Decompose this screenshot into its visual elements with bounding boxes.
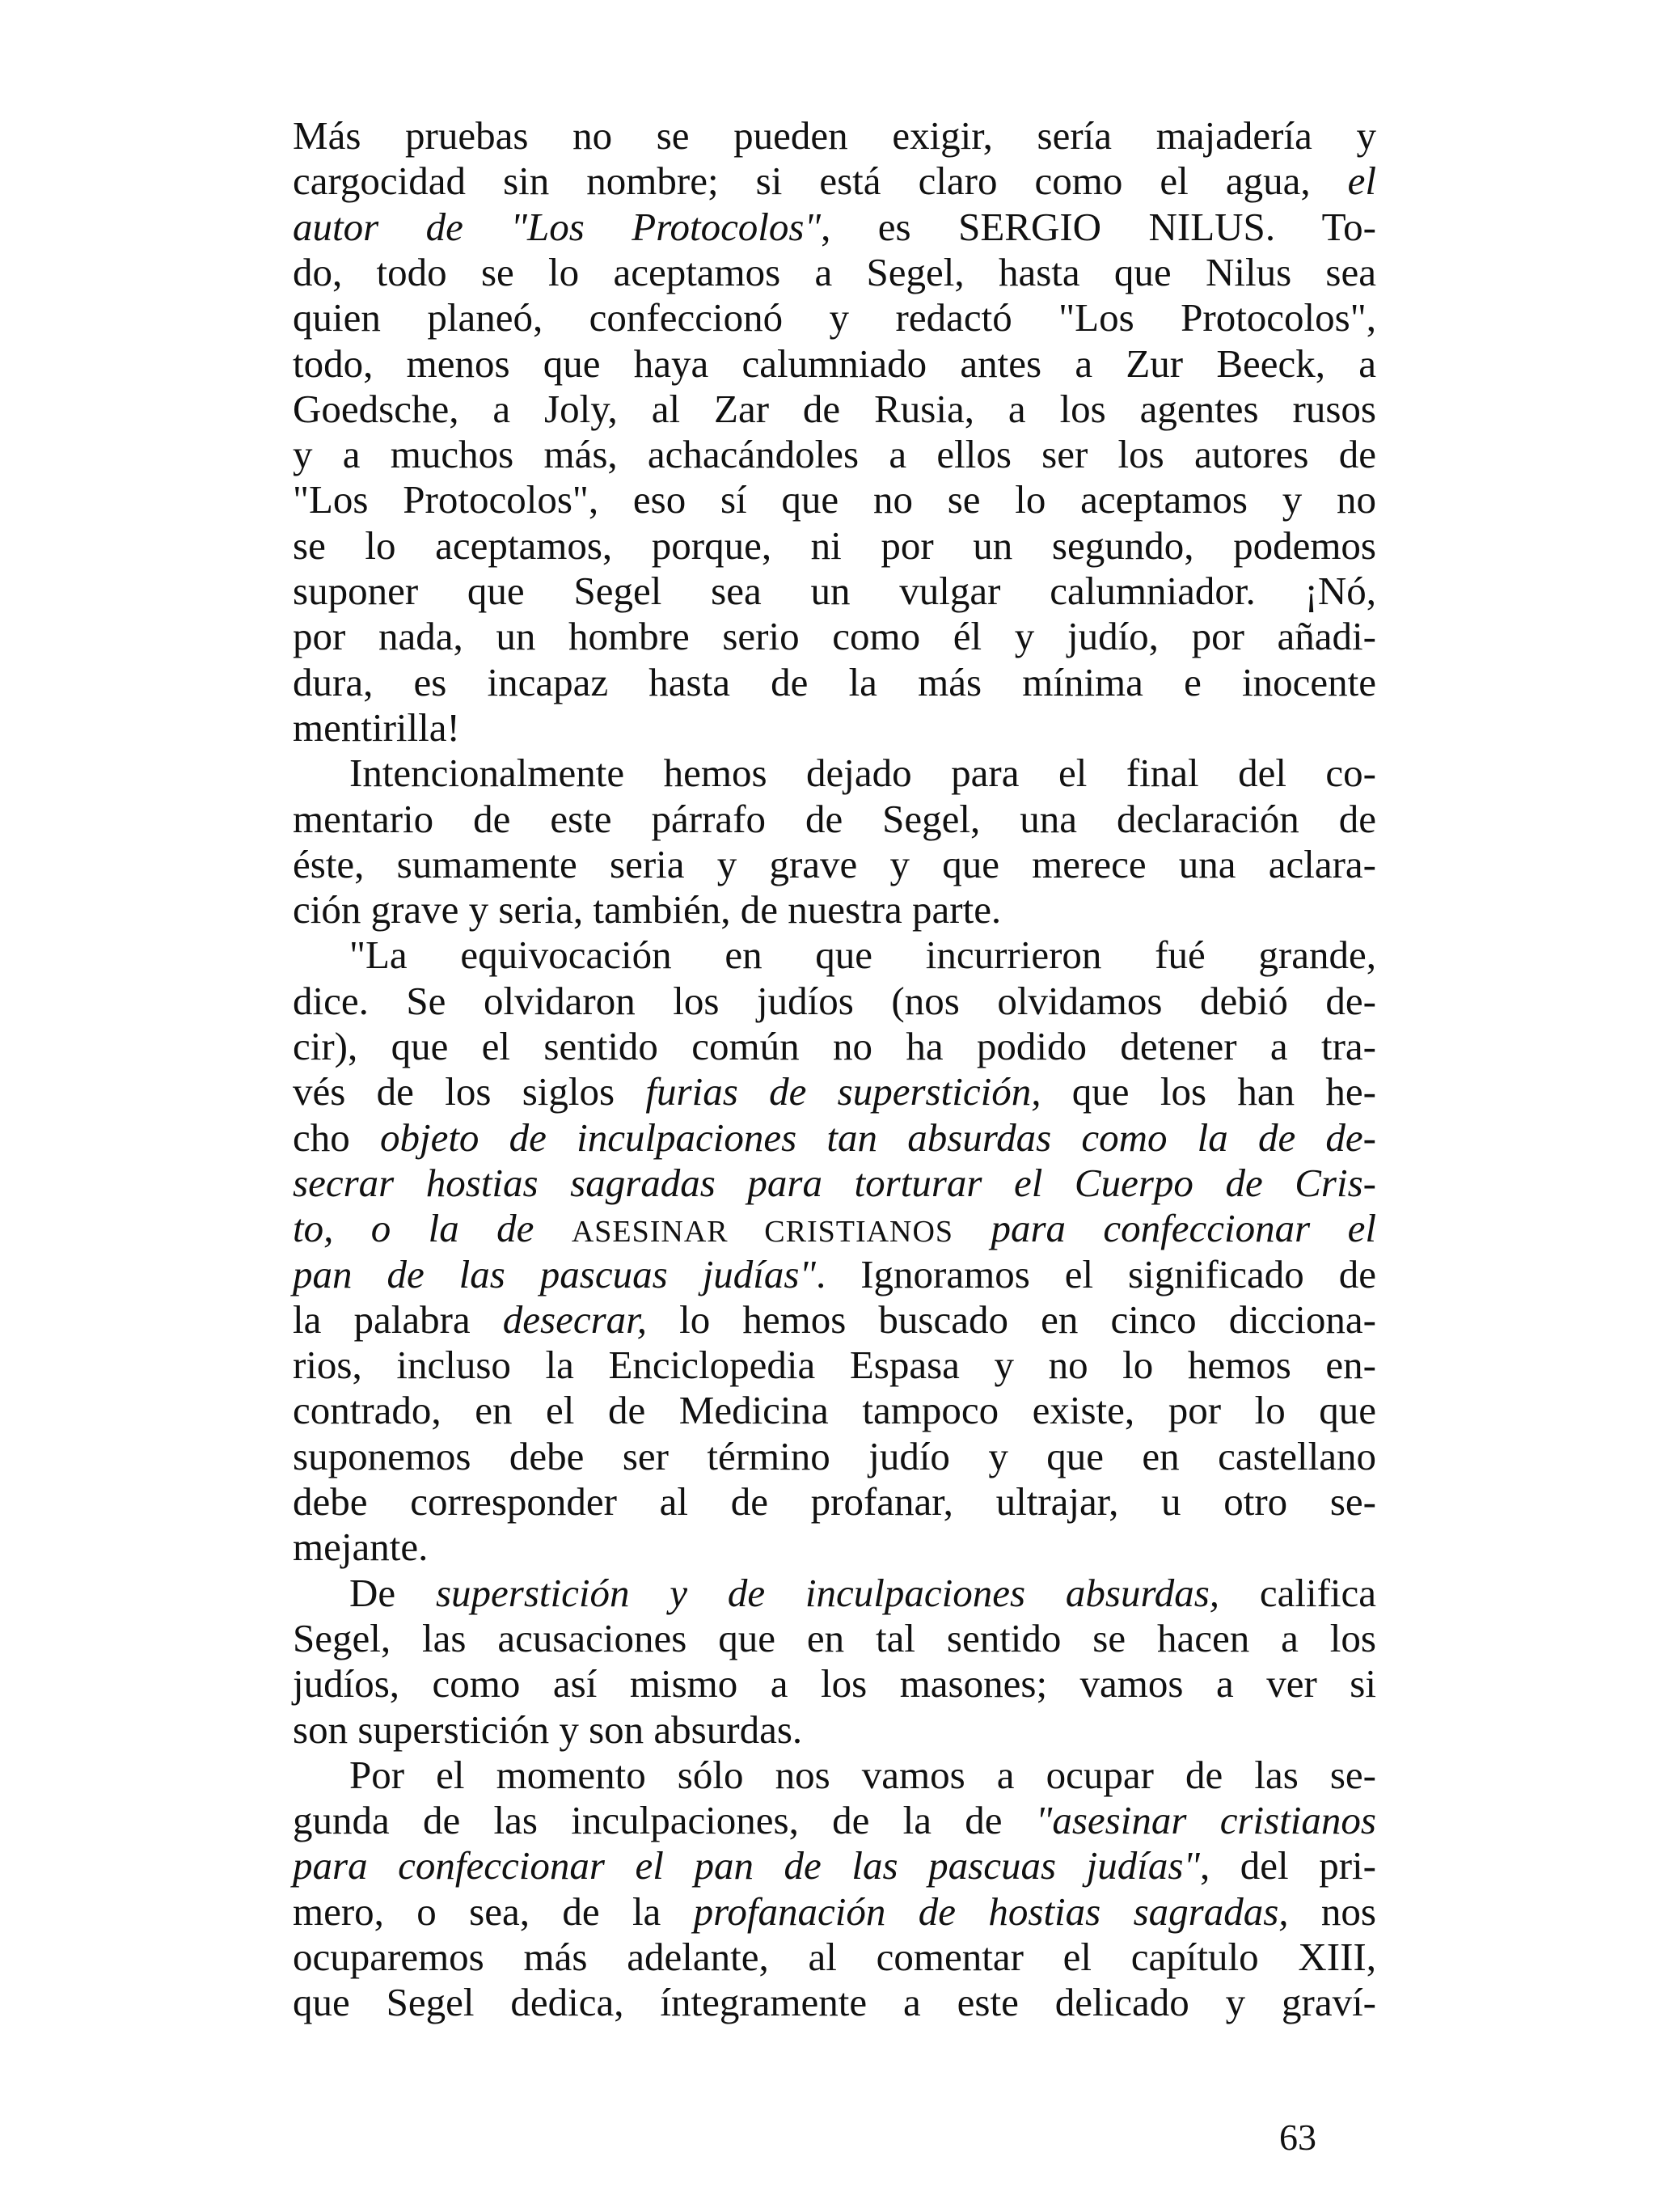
italic-text: desecrar, <box>502 1296 648 1342</box>
text-segment: nos <box>1288 1888 1376 1934</box>
text-segment: contrado, en el de Medicina tampoco existe, por lo que <box>293 1388 1376 1433</box>
text-segment: , del pri- <box>1199 1843 1376 1888</box>
text-line <box>293 1661 1376 1707</box>
text-line <box>293 1206 1376 1251</box>
text-segment: rios, incluso la Enciclopedia Espasa y no lo hemos en- <box>293 1343 1376 1388</box>
text-line <box>293 295 1376 340</box>
italic-text: pan de las pascuas judías" <box>293 1251 817 1296</box>
text-line <box>293 205 1376 250</box>
italic-text: para confeccionar el pan de las pascuas judías" <box>293 1843 1200 1888</box>
text-segment: se lo aceptamos, porque, ni por un segundo, podemos <box>293 522 1376 568</box>
text-segment: mentario de este párrafo de Segel, una declaración de <box>293 796 1376 841</box>
italic-text: profanación de hostias sagradas, <box>693 1888 1289 1934</box>
text-line <box>293 1388 1376 1433</box>
text-line <box>293 705 1376 751</box>
text-segment: "Los Protocolos", eso sí que no se lo aceptamos y no <box>293 477 1376 522</box>
italic-text: objeto de inculpaciones tan absurdas como la de de- <box>379 1114 1376 1160</box>
text-segment: , es SERGIO NILUS. To- <box>821 204 1376 249</box>
text-line <box>293 1479 1376 1525</box>
page-number: 63 <box>1279 2117 1316 2158</box>
text-segment: quien planeó, confeccionó y redactó "Los Protocolos", <box>293 295 1376 340</box>
text-line <box>293 113 1376 159</box>
text-segment: la palabra <box>293 1296 503 1342</box>
text-segment: todo, menos que haya calumniado antes a Zur Beeck, a <box>293 340 1376 386</box>
text-segment: lo hemos buscado en cinco dicciona- <box>647 1296 1376 1342</box>
text-segment: mero, o sea, de la <box>293 1888 694 1934</box>
text-segment: Más pruebas no se pueden exigir, sería majadería y <box>293 113 1376 158</box>
text-segment: "La equivocación en que incurrieron fué grande, <box>349 933 1376 978</box>
text-segment: cir), que el sentido común no ha podido detener a tra- <box>293 1024 1376 1068</box>
text-segment: De <box>349 1570 436 1615</box>
text-segment: . Ignoramos el significado de <box>816 1251 1376 1296</box>
text-line <box>293 432 1376 477</box>
text-segment: cho <box>293 1114 380 1160</box>
text-segment: son superstición y son absurdas. <box>293 1707 803 1752</box>
text-segment: debe corresponder al de profanar, ultrajar, u otro se- <box>293 1479 1376 1524</box>
italic-text: to, o la de <box>293 1206 572 1251</box>
text-segment: suponer que Segel sea un vulgar calumniador. ¡Nó, <box>293 569 1376 613</box>
text-line <box>293 1297 1376 1343</box>
text-segment: gunda de las inculpaciones, de la de <box>293 1798 1036 1843</box>
text-segment: do, todo se lo aceptamos a Segel, hasta que Nilus sea <box>293 249 1376 294</box>
text-line <box>293 250 1376 295</box>
text-line <box>293 1069 1376 1114</box>
italic-text: secrar hostias sagradas para torturar el Cuerpo de Cris- <box>293 1160 1376 1205</box>
text-segment: Intencionalmente hemos dejado para el final del co- <box>349 751 1376 796</box>
text-line <box>293 933 1376 978</box>
text-segment: ocuparemos más adelante, al comentar el capítulo XIII, <box>293 1935 1376 1979</box>
text-line <box>293 1434 1376 1479</box>
text-line <box>293 1024 1376 1069</box>
text-line <box>293 1753 1376 1798</box>
text-segment: y a muchos más, achacándoles a ellos ser los autores de <box>293 432 1376 477</box>
text-line <box>293 1525 1376 1570</box>
text-segment: cargocidad sin nombre; si está claro como el agua, <box>293 159 1348 204</box>
italic-text: para confeccionar el <box>953 1206 1376 1251</box>
text-line <box>293 1980 1376 2025</box>
text-line <box>293 660 1376 705</box>
text-line <box>293 1843 1376 1888</box>
text-line <box>293 1115 1376 1161</box>
text-segment: que los han he- <box>1041 1069 1376 1114</box>
text-line <box>293 569 1376 614</box>
text-segment: ción grave y seria, también, de nuestra parte. <box>293 887 1002 933</box>
text-line <box>293 159 1376 204</box>
text-segment: Segel, las acusaciones que en tal sentido se hacen a los <box>293 1615 1376 1660</box>
italic-text: superstición y de inculpaciones absurdas, <box>435 1570 1220 1615</box>
text-segment: por nada, un hombre serio como él y judío, por añadi- <box>293 614 1376 659</box>
text-line <box>293 797 1376 842</box>
italic-text: el <box>1347 159 1376 204</box>
text-segment: Goedsche, a Joly, al Zar de Rusia, a los agentes rusos <box>293 386 1376 431</box>
text-segment: vés de los siglos <box>293 1069 646 1114</box>
text-segment: suponemos debe ser término judío y que en castellano <box>293 1433 1376 1478</box>
text-line <box>293 341 1376 387</box>
text-line <box>293 387 1376 432</box>
text-segment: dice. Se olvidaron los judíos (nos olvidamos debió de- <box>293 978 1376 1023</box>
text-line <box>293 1935 1376 1980</box>
text-line <box>293 477 1376 522</box>
italic-text: autor de "Los Protocolos" <box>293 204 822 249</box>
italic-text: furias de superstición, <box>645 1069 1041 1114</box>
text-line <box>293 979 1376 1024</box>
text-segment: que Segel dedica, íntegramente a este delicado y graví- <box>293 1980 1376 2025</box>
italic-text: "asesinar cristianos <box>1035 1798 1376 1843</box>
text-segment: judíos, como así mismo a los masones; vamos a ver si <box>293 1661 1376 1707</box>
text-line <box>293 751 1376 796</box>
text-line <box>293 523 1376 569</box>
text-line <box>293 887 1376 933</box>
small-caps-text: ASESINAR CRISTIANOS <box>571 1215 954 1250</box>
text-segment: mejante. <box>293 1525 429 1570</box>
text-line <box>293 1571 1376 1616</box>
text-line <box>293 1252 1376 1297</box>
text-line <box>293 1343 1376 1388</box>
text-segment: mentirilla! <box>293 704 460 750</box>
text-line <box>293 1889 1376 1935</box>
text-line <box>293 1707 1376 1753</box>
text-line <box>293 1161 1376 1206</box>
text-segment: dura, es incapaz hasta de la más mínima e inocente <box>293 659 1376 704</box>
text-segment: éste, sumamente seria y grave y que merece una aclara- <box>293 841 1376 886</box>
text-line <box>293 842 1376 887</box>
text-segment: Por el momento sólo nos vamos a ocupar de las se- <box>349 1752 1376 1797</box>
text-line <box>293 1616 1376 1661</box>
text-line <box>293 1798 1376 1843</box>
text-segment: califica <box>1219 1570 1376 1615</box>
text-line <box>293 614 1376 659</box>
